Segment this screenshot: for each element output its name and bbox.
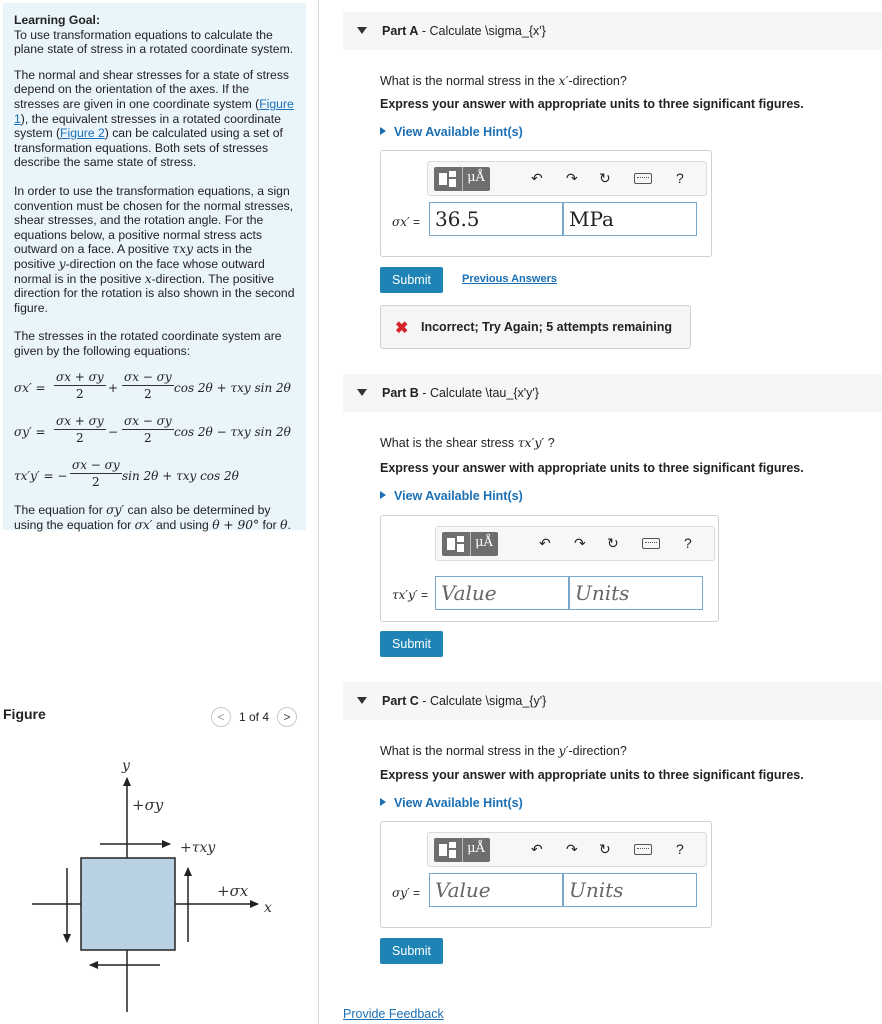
eq-lhs: τx′y′ = −	[14, 469, 68, 484]
hint-label: View Available Hint(s)	[394, 125, 523, 139]
part-c-instruction: Express your answer with appropriate units to three significant figures.	[380, 768, 804, 782]
incorrect-x-icon: ✖	[395, 320, 409, 337]
part-c-units-input[interactable]: Units	[563, 873, 697, 907]
part-c-hint-link[interactable]	[380, 796, 523, 810]
part-a-variable-label	[392, 215, 420, 229]
math-theta: θ	[280, 518, 288, 533]
text: for	[259, 518, 281, 533]
text: -direction on the face whose outward normal is in the positive	[14, 256, 265, 286]
text: ), the equivalent stresses in a rotated coordinate system (	[14, 111, 281, 141]
units-mu-icon[interactable]: μÅ	[467, 841, 485, 856]
y-axis-label: y	[122, 758, 130, 774]
part-a-instruction: Express your answer with appropriate units to three significant figures.	[380, 97, 804, 111]
eq-rhs: cos 2θ − τxy sin 2θ	[174, 425, 291, 440]
figure-2-link[interactable]: Figure 2	[60, 126, 105, 141]
denominator: 2	[143, 387, 152, 402]
math-y: y	[58, 256, 66, 271]
eq-lhs: σy′ =	[14, 425, 46, 440]
equals: =	[413, 886, 421, 900]
x-axis-label: x	[264, 900, 272, 916]
part-b-title	[382, 386, 539, 400]
triangle-right-icon	[380, 127, 386, 135]
units-mu-icon[interactable]: μÅ	[475, 535, 493, 550]
denominator: 2	[91, 475, 100, 490]
templates-units-group[interactable]	[434, 838, 490, 862]
fraction	[54, 413, 106, 446]
part-a-hint-link[interactable]	[380, 125, 523, 139]
text: The equation for	[14, 503, 107, 518]
equals: =	[413, 215, 421, 229]
text: What is the normal stress in the	[380, 744, 559, 758]
learning-goal-intro: To use transformation equations to calculate the plane state of stress in a rotated coordinate system.	[14, 27, 294, 57]
reset-icon[interactable]: ↻	[607, 535, 619, 551]
eq-rhs: cos 2θ + τxy sin 2θ	[174, 381, 291, 396]
equation-toolbar	[427, 832, 707, 867]
part-b-value-input[interactable]: Value	[435, 576, 569, 610]
part-c-question	[380, 743, 627, 758]
part-a-question	[380, 73, 627, 88]
math-var: τx′y′	[517, 435, 545, 450]
part-a-value-input[interactable]: 36.5	[429, 202, 563, 236]
part-a-submit-button[interactable]: Submit	[380, 267, 443, 293]
templates-icon[interactable]	[434, 167, 462, 191]
previous-answers-link[interactable]: Previous Answers	[462, 273, 557, 285]
part-a-answer-box	[380, 150, 712, 257]
equals: =	[420, 588, 428, 602]
templates-icon[interactable]	[442, 532, 470, 556]
part-label: Part A	[382, 24, 419, 38]
part-c-value-input[interactable]: Value	[429, 873, 563, 907]
dash: -	[418, 386, 430, 400]
part-b-units-input[interactable]: Units	[569, 576, 703, 610]
part-title-text: Calculate \sigma_{y'}	[429, 694, 547, 708]
help-icon[interactable]: ?	[676, 841, 684, 857]
text: In order to use the transformation equations, a sign convention must be chosen for the normal stresses, shear stresses, and the rotation angle. For the equations below, a positive normal stress acts outward on a face. A positive	[14, 183, 294, 257]
math-tau-xy: τxy	[172, 242, 194, 257]
numerator: σx + σy	[56, 414, 104, 429]
paragraph-sign-convention	[14, 184, 296, 315]
figure-1-link[interactable]: Figure 1	[14, 96, 294, 126]
part-a-header[interactable]	[343, 12, 882, 50]
denominator: 2	[75, 431, 84, 446]
equation-toolbar	[427, 161, 707, 196]
part-a-title	[382, 24, 546, 38]
numerator: σx − σy	[72, 458, 120, 473]
stress-element-figure	[20, 752, 300, 1012]
operator: +	[108, 381, 119, 396]
hint-label: View Available Hint(s)	[394, 489, 523, 503]
denominator: 2	[143, 431, 152, 446]
math-sigma-xp: σx′	[134, 518, 153, 533]
text: The normal and shear stresses for a state of stress depend on the orientation of the axes. If the stresses are given in one coordinate system (	[14, 67, 290, 111]
part-b-submit-button[interactable]: Submit	[380, 631, 443, 657]
part-b-instruction: Express your answer with appropriate units to three significant figures.	[380, 461, 804, 475]
help-icon[interactable]: ?	[676, 170, 684, 186]
fraction	[54, 369, 106, 402]
figure-page-indicator: 1 of 4	[239, 710, 270, 724]
keyboard-icon[interactable]	[634, 844, 652, 855]
keyboard-icon[interactable]	[642, 538, 660, 549]
units-mu-icon[interactable]: μÅ	[467, 170, 485, 185]
fraction	[122, 413, 174, 446]
reset-icon[interactable]: ↻	[599, 170, 611, 186]
figure-pager	[211, 707, 297, 727]
denominator: 2	[75, 387, 84, 402]
math-var: σy′	[392, 886, 410, 900]
paragraph-equations-intro: The stresses in the rotated coordinate system are given by the following equations:	[14, 329, 282, 358]
part-a-feedback	[380, 305, 691, 349]
text: acts in the positive	[14, 242, 253, 271]
part-c-header[interactable]	[343, 682, 882, 720]
right-panel	[319, 0, 882, 1024]
undo-icon[interactable]: ↶	[539, 535, 551, 551]
triangle-right-icon	[380, 491, 386, 499]
eq-lhs: σx′ =	[14, 381, 46, 396]
operator: −	[108, 425, 119, 440]
math-var: y′	[558, 743, 569, 758]
math-var: x′	[558, 73, 569, 88]
paragraph-sigma-yp-note	[14, 503, 296, 532]
stress-element-square	[81, 858, 175, 950]
part-b-hint-link[interactable]	[380, 489, 523, 503]
equation-tau-xpyp	[14, 457, 296, 497]
math-theta-plus-90: θ + 90°	[212, 518, 260, 533]
part-title-text: Calculate \tau_{x'y'}	[429, 386, 539, 400]
dash: -	[418, 24, 430, 38]
feedback-text: Incorrect; Try Again; 5 attempts remaining	[421, 320, 672, 334]
text: ?	[544, 436, 555, 450]
part-label: Part B	[382, 386, 419, 400]
text: can also be determined by using the equation for	[14, 503, 271, 533]
fraction	[70, 457, 122, 490]
templates-icon[interactable]	[434, 838, 462, 862]
part-b-header[interactable]	[343, 374, 882, 412]
text: What is the shear stress	[380, 436, 518, 450]
collapse-triangle-icon[interactable]	[357, 697, 367, 704]
numerator: σx − σy	[124, 370, 172, 385]
part-c-title	[382, 694, 546, 708]
learning-goal-box	[3, 3, 306, 533]
tau-xy-label: +τxy	[180, 840, 216, 856]
figure-next-button[interactable]: >	[277, 707, 297, 727]
part-b-answer-box	[380, 515, 719, 622]
part-c-submit-button[interactable]: Submit	[380, 938, 443, 964]
text: -direction?	[568, 74, 627, 88]
text: and using	[152, 518, 213, 533]
equation-sigma-yp	[14, 413, 296, 453]
text: -direction?	[568, 744, 627, 758]
keyboard-icon[interactable]	[634, 173, 652, 184]
redo-icon[interactable]: ↷	[566, 170, 578, 186]
paragraph-stress-orientation	[14, 68, 296, 170]
equation-toolbar	[435, 526, 715, 561]
redo-icon[interactable]: ↷	[566, 841, 578, 857]
templates-units-group[interactable]	[442, 532, 498, 556]
left-panel	[0, 0, 319, 1024]
figure-prev-button[interactable]: <	[211, 707, 231, 727]
reset-icon[interactable]: ↻	[599, 841, 611, 857]
numerator: σx − σy	[124, 414, 172, 429]
provide-feedback-link[interactable]: Provide Feedback	[343, 1007, 444, 1021]
sigma-x-label: +σx	[217, 882, 249, 900]
math-var: σx′	[392, 215, 410, 229]
math-var: τx′y′	[392, 588, 418, 602]
triangle-right-icon	[380, 798, 386, 806]
undo-icon[interactable]: ↶	[531, 841, 543, 857]
hint-label: View Available Hint(s)	[394, 796, 523, 810]
dash: -	[418, 694, 430, 708]
part-b-question	[380, 435, 555, 450]
text: What is the normal stress in the	[380, 74, 559, 88]
numerator: σx + σy	[56, 370, 104, 385]
equation-sigma-xp	[14, 369, 296, 409]
figure-heading: Figure	[3, 706, 46, 722]
math-x: x	[144, 271, 152, 286]
part-c-answer-box	[380, 821, 712, 928]
part-c-variable-label	[392, 886, 420, 900]
redo-icon[interactable]: ↷	[574, 535, 586, 551]
text: .	[287, 518, 291, 533]
part-b-variable-label	[392, 588, 428, 602]
collapse-triangle-icon[interactable]	[357, 27, 367, 34]
part-a-units-input[interactable]: MPa	[563, 202, 697, 236]
help-icon[interactable]: ?	[684, 535, 692, 551]
collapse-triangle-icon[interactable]	[357, 389, 367, 396]
text: -direction. The positive direction for the rotation is also shown in the second figure.	[14, 271, 295, 315]
math-sigma-yp: σy′	[106, 503, 125, 518]
fraction	[122, 369, 174, 402]
part-label: Part C	[382, 694, 419, 708]
templates-units-group[interactable]	[434, 167, 490, 191]
learning-goal-heading: Learning Goal:	[14, 13, 100, 27]
eq-rhs: sin 2θ + τxy cos 2θ	[122, 469, 239, 484]
part-title-text: Calculate \sigma_{x'}	[429, 24, 546, 38]
sigma-y-label: +σy	[132, 796, 164, 814]
text: ) can be calculated using a set of transformation equations. Both sets of stresses describe the same state of stress.	[14, 126, 283, 170]
undo-icon[interactable]: ↶	[531, 170, 543, 186]
